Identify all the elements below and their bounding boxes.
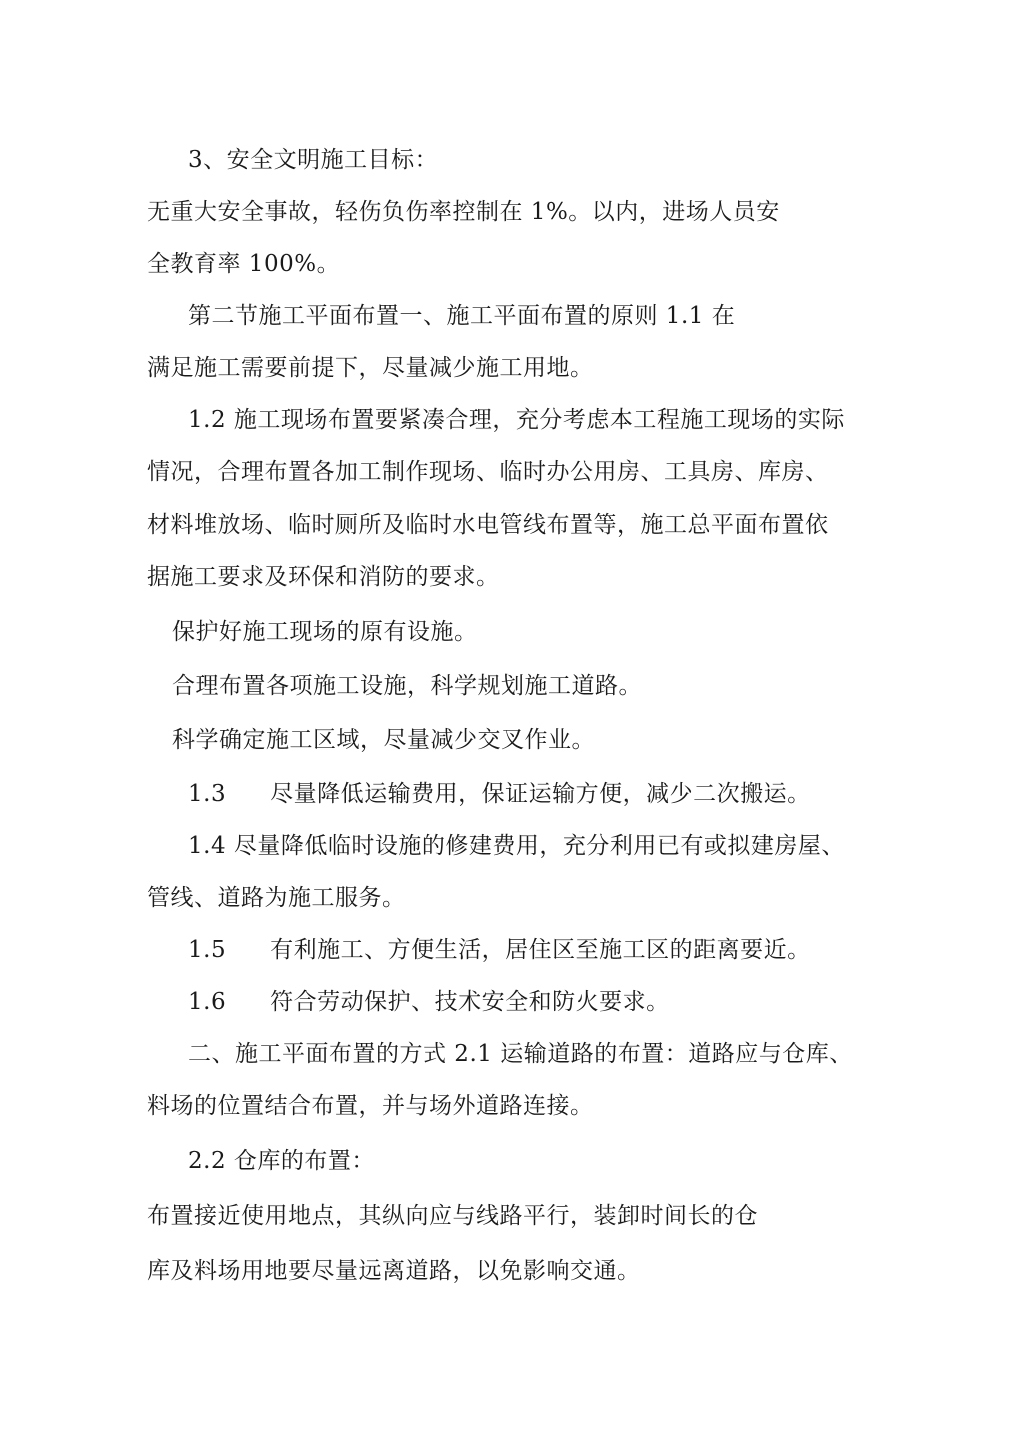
numbered-item (188, 987, 670, 1017)
paragraph-line: 无重大安全事故，轻伤负伤率控制在 1%。以内，进场人员安 (147, 199, 780, 225)
paragraph-line: 管线、道路为施工服务。 (147, 885, 406, 911)
paragraph-line: 满足施工需要前提下，尽量减少施工用地。 (147, 355, 594, 381)
paragraph-line: 合理布置各项施工设施，科学规划施工道路。 (172, 673, 642, 699)
paragraph-line: 料场的位置结合布置，并与场外道路连接。 (147, 1093, 594, 1119)
paragraph-line: 据施工要求及环保和消防的要求。 (147, 564, 500, 590)
item-text: 符合劳动保护、技术安全和防火要求。 (270, 989, 670, 1015)
paragraph-line: 布置接近使用地点，其纵向应与线路平行，装卸时间长的仓 (147, 1203, 758, 1229)
item-text: 有利施工、方便生活，居住区至施工区的距离要近。 (270, 937, 811, 963)
paragraph-line: 2.2 仓库的布置： (188, 1148, 375, 1174)
paragraph-line: 第二节施工平面布置一、施工平面布置的原则 1.1 在 (188, 303, 736, 329)
paragraph-line: 保护好施工现场的原有设施。 (172, 619, 478, 645)
numbered-item (188, 779, 811, 809)
item-number: 1.3 (188, 781, 227, 807)
paragraph-line: 材料堆放场、临时厕所及临时水电管线布置等，施工总平面布置依 (147, 512, 829, 538)
paragraph-line: 二、施工平面布置的方式 2.1 运输道路的布置：道路应与仓库、 (188, 1041, 853, 1067)
paragraph-line: 1.2 施工现场布置要紧凑合理，充分考虑本工程施工现场的实际 (188, 407, 845, 433)
numbered-item (188, 935, 811, 965)
paragraph-line: 情况，合理布置各加工制作现场、临时办公用房、工具房、库房、 (147, 459, 829, 485)
item-text: 尽量降低运输费用，保证运输方便，减少二次搬运。 (270, 781, 811, 807)
item-number: 1.6 (188, 989, 227, 1015)
item-number: 1.5 (188, 937, 227, 963)
paragraph-line: 1.4 尽量降低临时设施的修建费用，充分利用已有或拟建房屋、 (188, 833, 845, 859)
paragraph-line: 3、安全文明施工目标： (188, 147, 439, 173)
paragraph-line: 库及料场用地要尽量远离道路，以免影响交通。 (147, 1258, 641, 1284)
paragraph-line: 科学确定施工区域，尽量减少交叉作业。 (172, 727, 595, 753)
paragraph-line: 全教育率 100%。 (147, 251, 341, 277)
